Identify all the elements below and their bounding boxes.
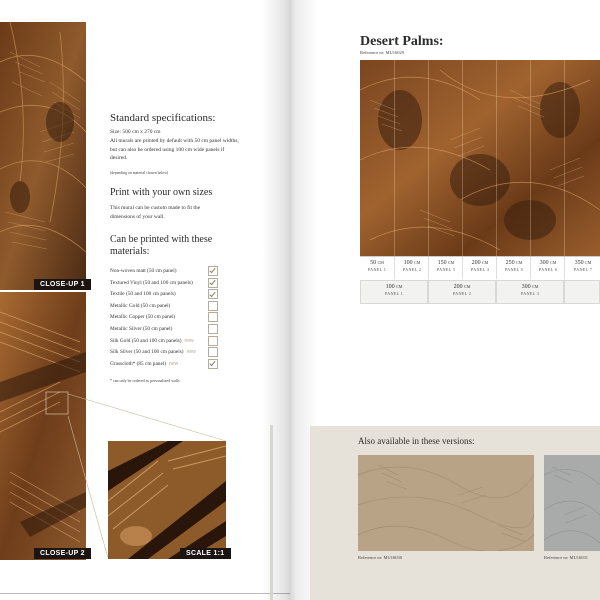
version-reference: Reference nr: MU16031 bbox=[544, 555, 588, 560]
scale-image bbox=[108, 441, 226, 559]
wide-panel-cell bbox=[564, 280, 600, 304]
panel-number: PANEL 1 bbox=[367, 267, 387, 272]
material-checkbox[interactable] bbox=[208, 289, 218, 299]
scale-label: SCALE 1:1 bbox=[180, 548, 231, 559]
versions-title: Also available in these versions: bbox=[358, 436, 475, 446]
materials-title: Can be printed with these materials: bbox=[110, 234, 213, 257]
panel-cm-value: 200 bbox=[471, 260, 481, 266]
standard-specifications-title: Standard specifications: bbox=[110, 112, 216, 124]
mural-title: Desert Palms: bbox=[360, 34, 444, 49]
material-label: Metallic Silver (50 cm panel) bbox=[110, 325, 173, 332]
material-checkbox[interactable] bbox=[208, 324, 218, 334]
material-row bbox=[110, 289, 220, 301]
panel-number: PANEL 3 bbox=[520, 291, 540, 296]
panel-cm-unit: CM bbox=[464, 284, 471, 289]
panel-number: PANEL 7 bbox=[573, 267, 593, 272]
material-row bbox=[110, 278, 220, 290]
print-own-sizes-title: Print with your own sizes bbox=[110, 187, 213, 198]
wide-panel-cell bbox=[360, 280, 428, 304]
material-checkbox[interactable] bbox=[208, 312, 218, 322]
material-checkbox[interactable] bbox=[208, 266, 218, 276]
mural-preview-image bbox=[360, 60, 600, 256]
material-label: Grasscloth* (85 cm panel) bbox=[110, 360, 167, 367]
page-edge bbox=[270, 425, 273, 600]
panel-number: PANEL 2 bbox=[452, 291, 472, 296]
print-own-sizes-text: This mural can be custom made to fit the dimensions of your wall. bbox=[110, 205, 201, 220]
materials-footnote: * can only be ordered as personalized walls bbox=[110, 378, 180, 383]
material-label: Silk Silver (50 and 100 cm panels) bbox=[110, 349, 184, 356]
material-row bbox=[110, 312, 220, 324]
panel-size-cell bbox=[564, 257, 600, 279]
close-up-2-label: CLOSE-UP 2 bbox=[34, 548, 91, 559]
panel-size-row-50cm bbox=[360, 256, 600, 279]
mural-reference: Reference nr: MU16029 bbox=[360, 50, 404, 55]
material-row bbox=[110, 324, 220, 336]
panel-cm-value: 100 bbox=[403, 260, 413, 266]
panel-size-row-100cm bbox=[360, 280, 600, 304]
material-label: Textured Vinyl (50 and 100 cm panels) bbox=[110, 279, 193, 286]
panel-number: PANEL 5 bbox=[504, 267, 524, 272]
panel-size-cell bbox=[394, 257, 429, 279]
material-checkbox[interactable] bbox=[208, 347, 218, 357]
material-checkbox[interactable] bbox=[208, 301, 218, 311]
panel-cm-unit: CM bbox=[414, 260, 421, 265]
new-badge: new bbox=[186, 349, 196, 356]
panel-cm-unit: CM bbox=[396, 284, 403, 289]
panel-cm-unit: CM bbox=[585, 260, 592, 265]
version-reference: Reference nr: MU16030 bbox=[358, 555, 402, 560]
page-bottom-rule bbox=[0, 593, 290, 594]
panel-number: PANEL 6 bbox=[538, 267, 558, 272]
panel-number: PANEL 3 bbox=[436, 267, 456, 272]
panel-cm-value: 50 bbox=[370, 260, 377, 266]
material-label: Non-woven matt (50 cm panel) bbox=[110, 268, 177, 274]
panel-size-cell bbox=[360, 257, 394, 279]
version-image-mu16031[interactable] bbox=[544, 455, 600, 551]
new-badge: new bbox=[184, 337, 194, 344]
panel-cm-value: 300 bbox=[521, 284, 531, 290]
panel-number: PANEL 4 bbox=[470, 267, 490, 272]
panel-cm-value: 250 bbox=[505, 260, 515, 266]
panel-cm-unit: CM bbox=[482, 260, 489, 265]
material-checkbox[interactable] bbox=[208, 336, 218, 346]
material-row bbox=[110, 301, 220, 313]
left-page bbox=[0, 0, 290, 600]
panel-number: PANEL 2 bbox=[402, 267, 422, 272]
material-row bbox=[110, 336, 220, 348]
close-up-1-label: CLOSE-UP 1 bbox=[34, 279, 91, 290]
material-row bbox=[110, 359, 220, 371]
material-row bbox=[110, 347, 220, 359]
panel-size-cell bbox=[530, 257, 565, 279]
panel-cm-unit: CM bbox=[532, 284, 539, 289]
material-label: Textile (50 and 100 cm panels) bbox=[110, 291, 176, 298]
panel-number: PANEL 1 bbox=[384, 291, 404, 296]
panel-cm-value: 150 bbox=[437, 260, 447, 266]
wide-panel-cell bbox=[496, 280, 564, 304]
panel-cm-value: 200 bbox=[453, 284, 463, 290]
version-image-mu16030[interactable] bbox=[358, 455, 534, 551]
panel-cm-unit: CM bbox=[550, 260, 557, 265]
size-line: Size: 500 cm x 270 cm bbox=[110, 129, 161, 135]
panel-cm-unit: CM bbox=[516, 260, 523, 265]
panel-cm-value: 100 bbox=[385, 284, 395, 290]
material-row bbox=[110, 266, 220, 278]
material-note: (depending on material chosen below) bbox=[110, 171, 169, 175]
panel-size-cell bbox=[496, 257, 531, 279]
panel-width-text: All murals are printed by default with 50 cm panel widths, but can also be ordered using 100 cm wide panels if desired. bbox=[110, 137, 239, 162]
material-label: Silk Gold (50 and 100 cm panels) bbox=[110, 337, 182, 344]
panel-size-cell bbox=[462, 257, 497, 279]
material-label: Metallic Gold (50 cm panel) bbox=[110, 302, 171, 309]
wide-panel-cell bbox=[428, 280, 496, 304]
standard-specifications-text bbox=[110, 128, 240, 163]
panel-cm-unit: CM bbox=[448, 260, 455, 265]
panel-cm-value: 350 bbox=[574, 260, 584, 266]
material-label: Metallic Copper (50 cm panel) bbox=[110, 314, 176, 321]
panel-cm-unit: CM bbox=[377, 260, 384, 265]
panel-size-cell bbox=[428, 257, 463, 279]
material-checkbox[interactable] bbox=[208, 359, 218, 369]
new-badge: new bbox=[169, 360, 179, 367]
materials-list bbox=[110, 266, 220, 370]
panel-cm-value: 300 bbox=[539, 260, 549, 266]
material-checkbox[interactable] bbox=[208, 278, 218, 288]
